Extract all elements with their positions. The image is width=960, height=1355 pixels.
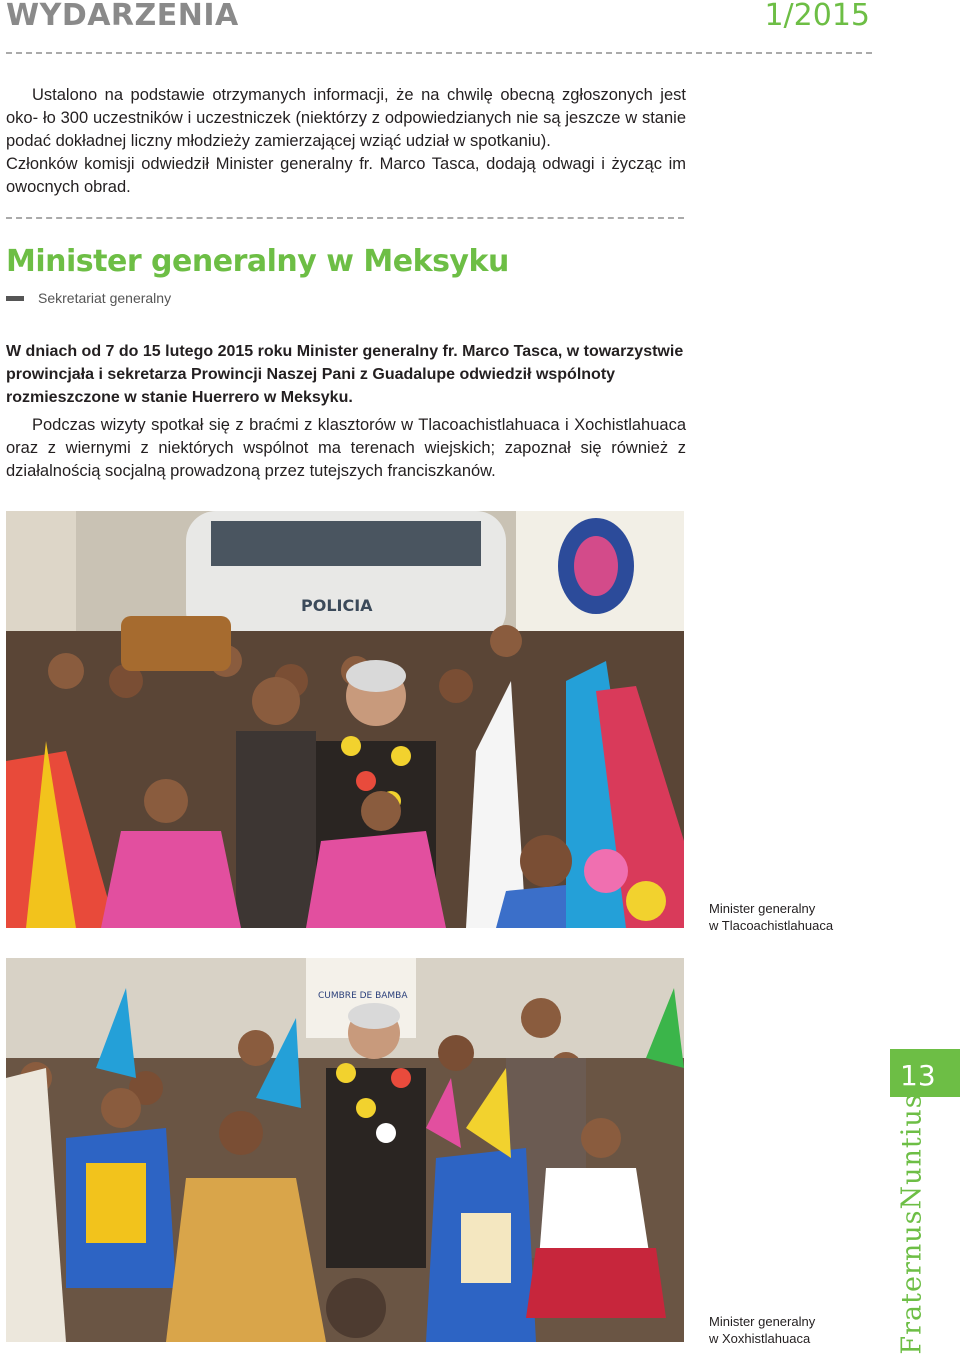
caption-line: w Tlacoachistlahuaca bbox=[709, 918, 834, 933]
intro-line: Ustalono na podstawie otrzymanych informacji, że na chwilę obecną zgłoszonych jest oko- bbox=[6, 86, 686, 127]
byline-bar bbox=[6, 296, 24, 301]
intro-line: ło 300 uczestników i uczestniczek (niektórzy z odpowiedzianych nie są jeszcze w stanie podać bbox=[6, 109, 686, 150]
article-title: Minister generalny w Meksyku bbox=[6, 244, 509, 279]
issue-number: 1/2015 bbox=[764, 0, 870, 33]
byline-text: Sekretariat generalny bbox=[38, 290, 172, 306]
caption-2 bbox=[709, 1313, 815, 1347]
caption-1 bbox=[709, 900, 833, 934]
intro-line: dokładnej liczny młodzieży zamierzającej wziąć udział w spotkaniu). bbox=[55, 132, 551, 150]
intro-line: owocnych obrad. bbox=[6, 178, 131, 196]
caption-line: Minister generalny bbox=[709, 901, 816, 916]
article-lead: W dniach od 7 do 15 lutego 2015 roku Minister generalny fr. Marco Tasca, w towarzystwie prowincjała i sekretarza Prowincji Naszej Pani z Guadalupe odwiedził wspólnoty rozmieszczone w stanie Huerrero w Meksyku. bbox=[6, 343, 684, 406]
photo-xoxhistlahuaca bbox=[6, 958, 684, 1342]
section-title: WYDARZENIA bbox=[6, 0, 239, 33]
page-number: 13 bbox=[890, 1049, 960, 1097]
caption-line: w Xoxhistlahuaca bbox=[709, 1331, 811, 1346]
fraternus-nuntius-logo: FraternusNuntius bbox=[896, 1093, 928, 1355]
caption-line: Minister generalny bbox=[709, 1314, 816, 1329]
intro-line: Członków komisji odwiedził Minister generalny fr. Marco Tasca, dodają odwagi i życząc im bbox=[6, 155, 686, 173]
intro-paragraph bbox=[6, 84, 686, 199]
article-body: Podczas wizyty spotkał się z braćmi z klasztorów w Tlacoachistlahuaca i Xochistlahuaca oraz z wiernymi z niektórych wspólnot ma terenach wiejskich; zapoznał się również z działalnością socjalną prowadzoną przez tutejszych franciszkanów. bbox=[6, 416, 686, 480]
sign-text: CUMBRE DE BAMBA bbox=[318, 991, 408, 1001]
dashed-divider-top bbox=[6, 52, 872, 54]
byline bbox=[6, 290, 171, 306]
photo-tlacoachistlahuaca bbox=[6, 511, 684, 928]
police-car-text: POLICIA bbox=[301, 596, 373, 615]
dashed-divider-mid bbox=[6, 217, 684, 219]
